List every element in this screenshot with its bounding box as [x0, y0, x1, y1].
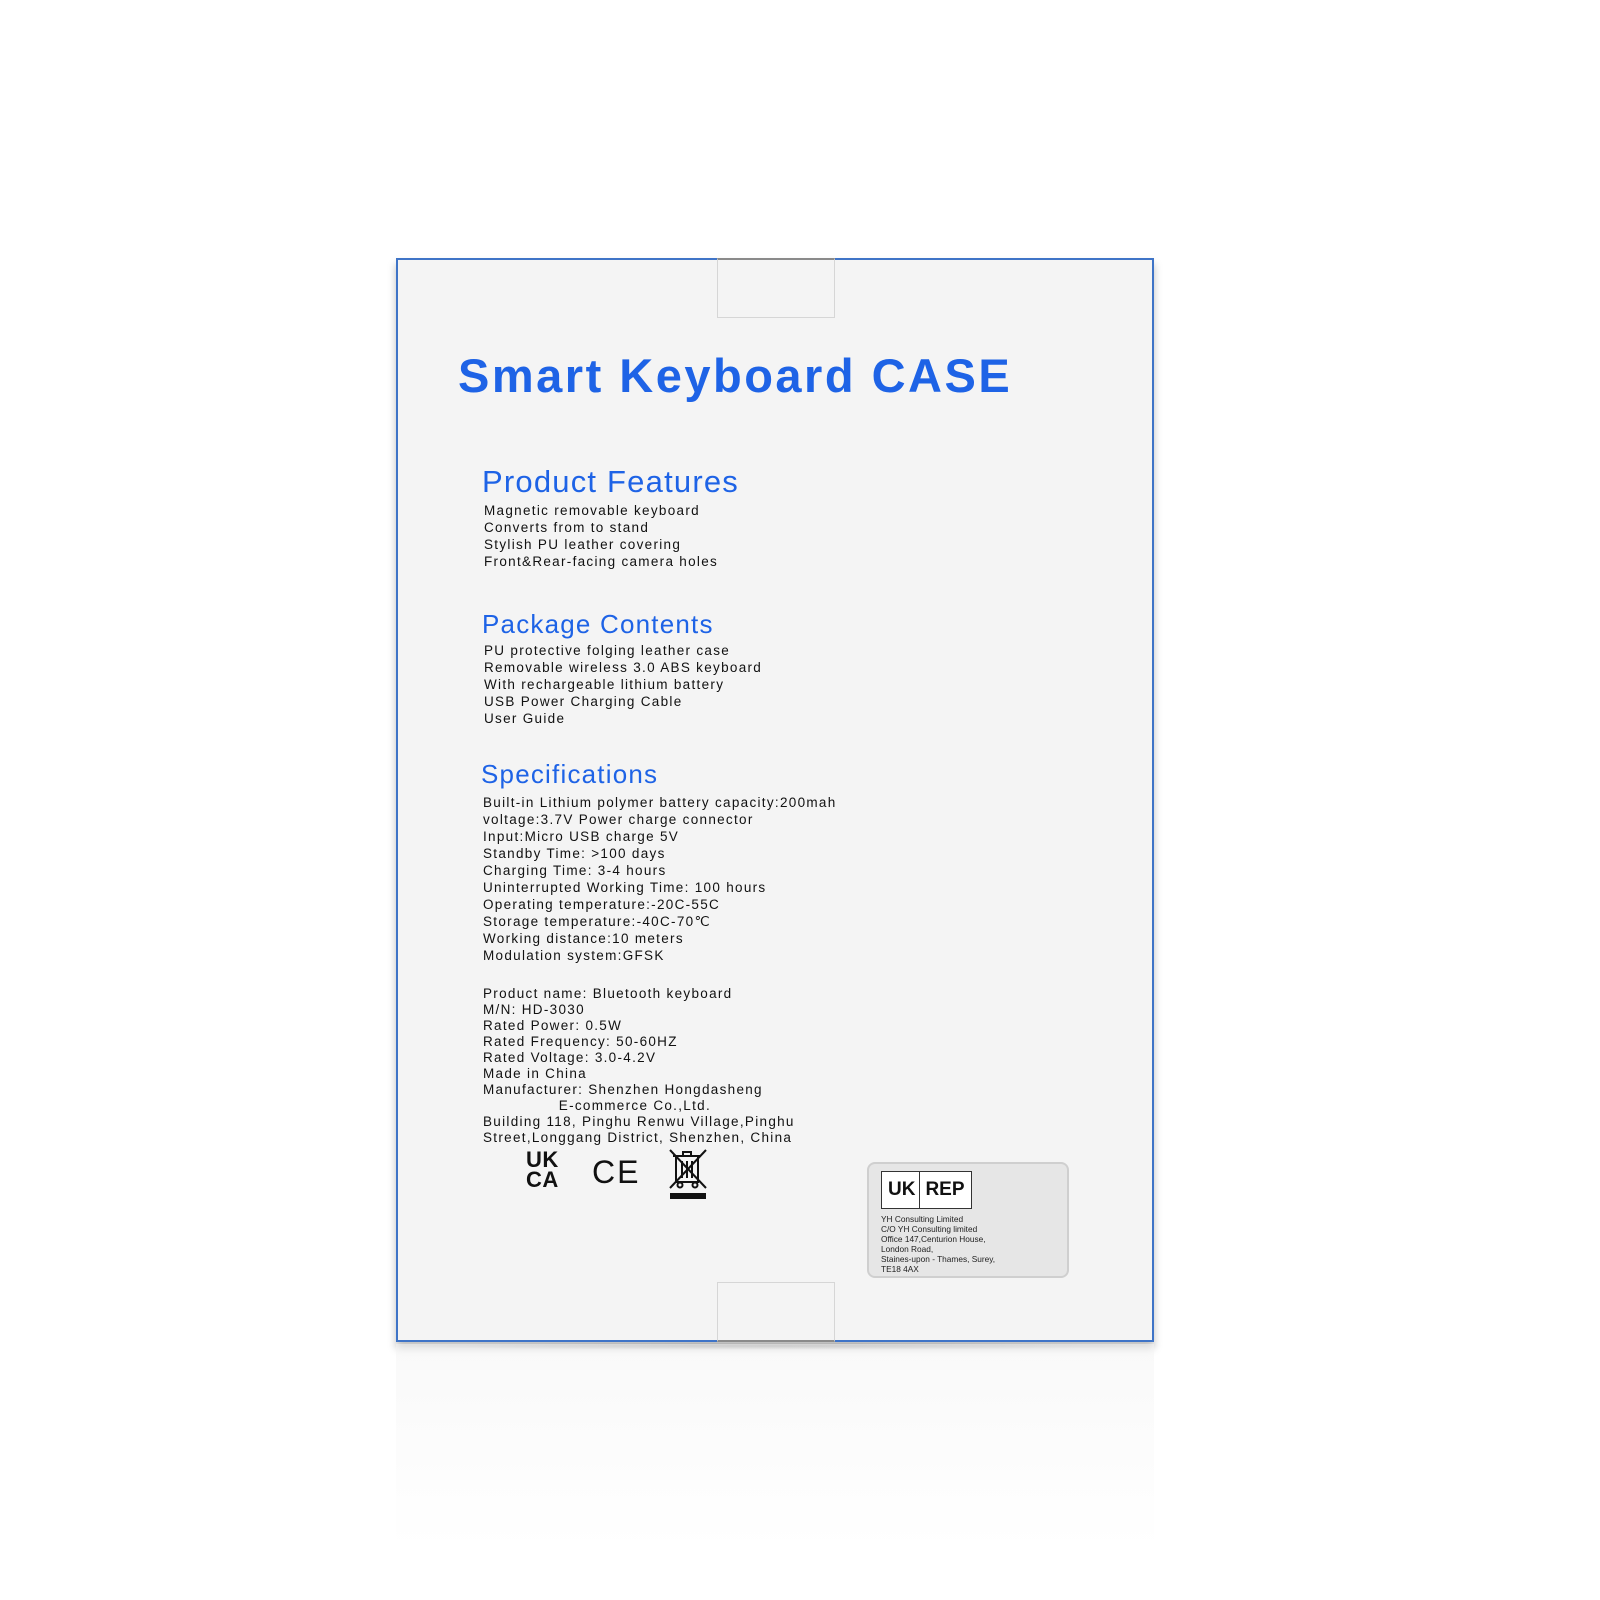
uk-rep-address — [881, 1214, 995, 1274]
info-line: Street,Longgang District, Shenzhen, China — [483, 1130, 793, 1145]
ce-mark: CE — [592, 1154, 641, 1190]
address-line: C/O YH Consulting limited — [881, 1224, 978, 1234]
ukca-bottom-text: CA — [526, 1167, 559, 1192]
package-heading: Package Contents — [482, 609, 714, 639]
spec-item: Operating temperature:-20C-55C — [483, 896, 721, 912]
info-line: M/N: HD-3030 — [483, 1002, 585, 1017]
spec-item: Storage temperature:-40C-70℃ — [483, 913, 711, 929]
feature-item: Magnetic removable keyboard — [484, 502, 700, 518]
spec-item: Built-in Lithium polymer battery capacity:200mah — [483, 794, 837, 810]
uk-rep-label — [867, 1162, 1069, 1278]
ukca-mark — [526, 1147, 559, 1192]
package-section — [482, 610, 762, 727]
specs-list — [481, 794, 837, 964]
uk-rep-badge — [881, 1171, 972, 1209]
spec-item: Charging Time: 3-4 hours — [483, 862, 667, 878]
package-item: PU protective folging leather case — [484, 642, 731, 658]
package-item: Removable wireless 3.0 ABS keyboard — [484, 659, 763, 675]
spec-item: Input:Micro USB charge 5V — [483, 828, 680, 844]
product-title: Smart Keyboard CASE — [458, 349, 1013, 402]
feature-item: Converts from to stand — [484, 519, 650, 535]
address-line: London Road, — [881, 1244, 934, 1254]
info-line: Building 118, Pinghu Renwu Village,Pinghu — [483, 1114, 795, 1129]
spec-item: Standby Time: >100 days — [483, 845, 666, 861]
spec-item: Modulation system:GFSK — [483, 947, 665, 963]
bottom-flap — [717, 1282, 835, 1342]
info-line: Product name: Bluetooth keyboard — [483, 986, 733, 1001]
ukca-top-text: UK — [526, 1147, 559, 1172]
package-item: USB Power Charging Cable — [484, 693, 683, 709]
specs-section — [481, 760, 837, 964]
top-flap — [717, 258, 835, 318]
address-line: TE18 4AX — [881, 1264, 919, 1274]
package-list — [482, 642, 762, 727]
address-line: YH Consulting Limited — [881, 1214, 964, 1224]
specs-heading: Specifications — [481, 759, 659, 789]
package-item: User Guide — [484, 710, 566, 726]
info-line: Rated Frequency: 50-60HZ — [483, 1034, 678, 1049]
features-section — [482, 464, 739, 570]
info-line: Rated Voltage: 3.0-4.2V — [483, 1050, 657, 1065]
features-heading: Product Features — [482, 464, 739, 499]
address-line: Staines-upon - Thames, Surey, — [881, 1254, 996, 1264]
feature-item: Front&Rear-facing camera holes — [484, 553, 719, 569]
package-item: With rechargeable lithium battery — [484, 676, 725, 692]
spec-item: voltage:3.7V Power charge connector — [483, 811, 754, 827]
spec-item: Working distance:10 meters — [483, 930, 684, 946]
address-line: Office 147,Centurion House, — [881, 1234, 986, 1244]
spec-item: Uninterrupted Working Time: 100 hours — [483, 879, 767, 895]
features-list — [482, 502, 739, 570]
info-line: E-commerce Co.,Ltd. — [483, 1098, 711, 1113]
info-line: Rated Power: 0.5W — [483, 1018, 623, 1033]
info-line: Made in China — [483, 1066, 587, 1081]
uk-rep-right: REP — [919, 1172, 970, 1208]
package-back-panel — [396, 258, 1154, 1342]
feature-item: Stylish PU leather covering — [484, 536, 682, 552]
floor-reflection — [396, 1344, 1154, 1600]
info-line: Manufacturer: Shenzhen Hongdasheng — [483, 1082, 763, 1097]
uk-rep-left: UK — [888, 1179, 916, 1200]
product-info-section — [481, 986, 795, 1146]
crossed-out-wheelie-bin-icon — [666, 1148, 710, 1207]
